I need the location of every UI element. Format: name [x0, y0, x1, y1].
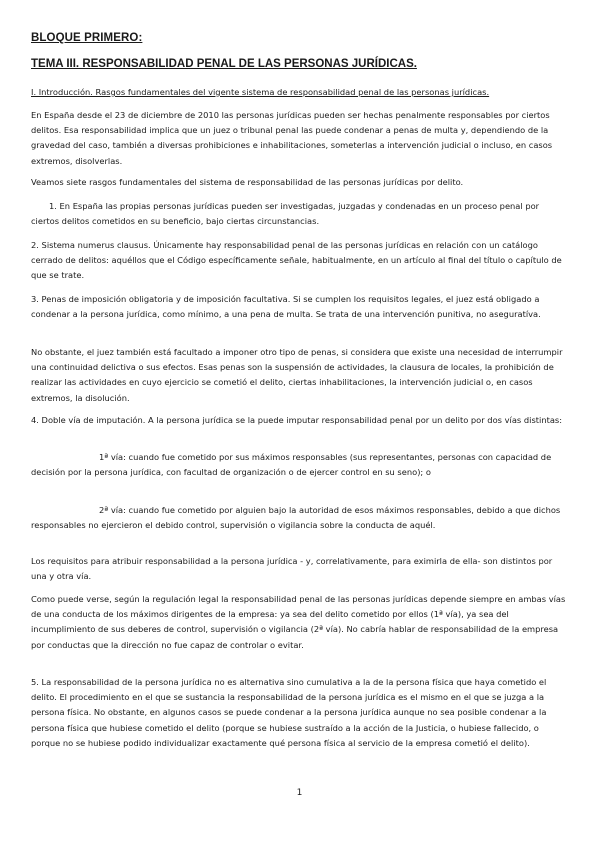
chapter-title: TEMA III. RESPONSABILIDAD PENAL DE LAS PERSONAS JURÍDICAS. [31, 58, 417, 70]
paragraph-legal-regulation: Como puede verse, según la regulación legal la responsabilidad penal de las personas jurídicas depende siempre en ambas vías de una conducta de los máximos dirigentes de la empresa: ya sea del delito cometido por ellos (1ª vía), ya sea del incumplimiento de sus deberes de control, supervisión o vigilancia (2ª vía). No cabría hablar de responsabilidad de la empresa por conductas que la dirección no fue capaz de controlar o evitar. [31, 594, 566, 650]
paragraph-intro: En España desde el 23 de diciembre de 2010 las personas jurídicas pueden ser hechas penalmente responsables por ciertos delitos. Esa responsabilidad implica que un juez o tribunal penal las puede condenar a penas de multa y, dependiendo de la gravedad del caso, también a diversas prohibiciones e inhabilitaciones, someterlas a intervención judicial o incluso, en casos extremos, disolverlas. [31, 110, 553, 166]
paragraph-first-route: 1ª vía: cuando fue cometido por sus máximos responsables (sus representantes, personas con capacidad de decisión por la persona jurídica, con facultad de organización o de ejercer control en su seno); o [31, 452, 552, 478]
section-heading: I. Introducción. Rasgos fundamentales del vigente sistema de responsabilidad penal de las personas jurídicas. [31, 87, 490, 97]
paragraph-second-route: 2ª vía: cuando fue cometido por alguien bajo la autoridad de esos máximos responsables, debido a que dichos responsables no ejercieron el debido control, supervisión o vigilancia sobre la conducta de aquél. [31, 505, 561, 531]
paragraph-seven-features: Veamos siete rasgos fundamentales del sistema de responsabilidad de las personas jurídicas por delito. [31, 177, 464, 187]
block-heading: BLOQUE PRIMERO: [31, 32, 143, 44]
paragraph-point-2: 2. Sistema numerus clausus. Únicamente hay responsabilidad penal de las personas jurídicas en relación con un catálogo cerrado de delitos: aquéllos que el Código específicamente señale, habitualmente, en un artículo al final del título o capítulo de que se trate. [31, 240, 562, 281]
paragraph-point-5: 5. La responsabilidad de la persona jurídica no es alternativa sino cumulativa a la de la persona física que haya cometido el delito. El procedimiento en el que se sustancia la responsabilidad de la persona jurídica es el mismo en el que se juzga a la persona física. No obstante, en algunos casos se puede condenar a la persona jurídica aunque no sea posible condenar a la persona física que hubiese cometido el delito (porque se hubiese sustraído a la acción de la Justicia, o hubiese fallecido, o porque no se hubiese podido individualizar exactamente qué persona física al servicio de la empresa cometió el delito). [31, 677, 547, 748]
paragraph-point-3: 3. Penas de imposición obligatoria y de imposición facultativa. Si se cumplen los requisitos legales, el juez está obligado a condenar a la persona jurídica, como mínimo, a una pena de multa. Se trata de una intervención punitiva, no aseguratíva. [31, 294, 541, 320]
paragraph-requirements: Los requisitos para atribuir responsabilidad a la persona jurídica - y, correlativamente, para eximirla de ella- son distintos por una y otra vía. [31, 556, 553, 582]
page-number: 1 [296, 788, 303, 798]
paragraph-point-1: 1. En España las propias personas jurídicas pueden ser investigadas, juzgadas y condenadas en un proceso penal por ciertos delitos cometidos en su beneficio, bajo ciertas circunstancias. [31, 201, 540, 227]
paragraph-point-4: 4. Doble vía de imputación. A la persona jurídica se la puede imputar responsabilidad penal por un delito por dos vías distintas: [31, 415, 563, 425]
paragraph-other-penalties: No obstante, el juez también está facultado a imponer otro tipo de penas, si considera que existe una necesidad de interrumpir una continuidad delictiva o sus efectos. Esas penas son la suspensión de actividades, la clausura de locales, la prohibición de realizar las actividades en cuyo ejercicio se cometió el delito, ciertas inhabilitaciones, la intervención judicial o, en casos extremos, la disolución. [31, 347, 563, 403]
